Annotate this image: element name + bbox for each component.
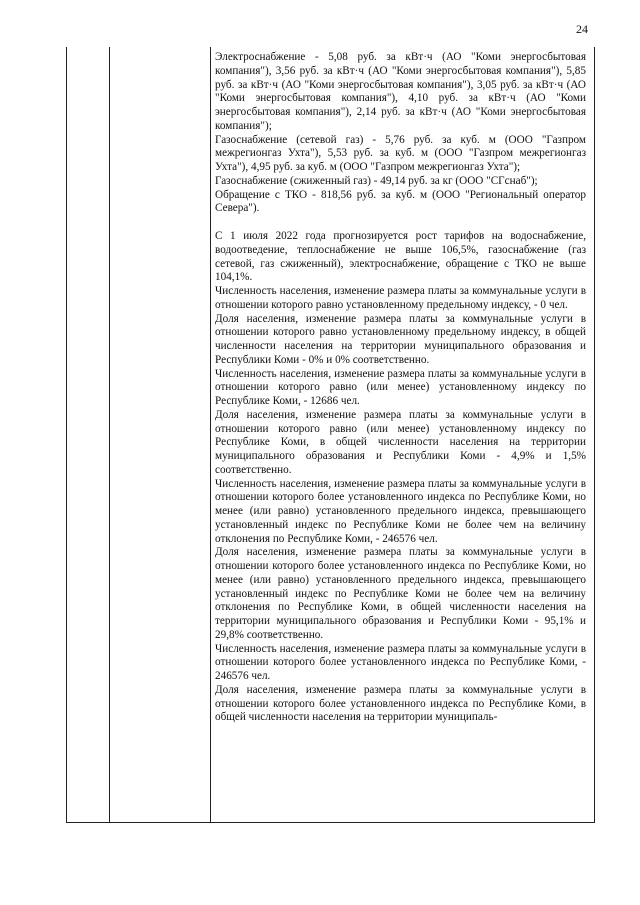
page-number: 24 xyxy=(576,22,588,36)
paragraph: Численность населения, изменение размера платы за коммунальные услуги в отношении которого равно (или менее) установленному индексу по Республике Коми, - 12686 чел. xyxy=(215,367,586,407)
paragraph-gas-network: Газоснабжение (сетевой газ) - 5,76 руб. за куб. м (ООО "Газпром межрегионгаз Ухта"), 5,53 руб. за куб. м (ООО "Газпром межрегионгаз Ухта"), 4,95 руб. за куб. м (ООО "Газпром межрегионгаз Ухта"); xyxy=(215,133,586,173)
paragraph-electricity: Электроснабжение - 5,08 руб. за кВт·ч (АО "Коми энергосбытовая компания"), 3,56 руб. за кВт·ч (АО "Коми энергосбытовая компания"), 5,85 руб. за кВт·ч (АО "Коми энергосбытовая компания"), 3,05 руб. за кВт·ч (АО "Коми энергосбытовая компания"), 4,10 руб. за кВт·ч (АО "Коми энергосбытовая компания"), 2,14 руб. за кВт·ч (АО "Коми энергосбытовая компания"); xyxy=(215,51,586,132)
paragraph-tariff-forecast: С 1 июля 2022 года прогнозируется рост тарифов на водоснабжение, водоотведение, теплоснабжение не выше 106,5%, газоснабжение (газ сетевой, газ сжиженный), электроснабжение, обращение с ТКО не выше 104,1%. xyxy=(215,230,586,284)
document-table xyxy=(66,47,595,823)
paragraph: Численность населения, изменение размера платы за коммунальные услуги в отношении которого более установленного индекса по Республике Коми, - 246576 чел. xyxy=(215,642,586,682)
paragraph-gap xyxy=(215,216,586,230)
paragraph-gas-liquefied: Газоснабжение (сжиженный газ) - 49,14 руб. за кг (ООО "СГснаб"); xyxy=(215,174,538,187)
paragraph: Доля населения, изменение размера платы за коммунальные услуги в отношении которого более установленного индекса по Республике Коми, но менее (или равно) установленного предельного индекса, превышающего установленный индекс по Республике Коми не более чем на величину отклонения по Республике Коми, в общей численности населения на территории муниципального образования и Республики Коми - 95,1% и 29,8% соответственно. xyxy=(215,546,586,641)
column-divider xyxy=(109,47,110,822)
column-divider xyxy=(210,47,211,822)
paragraph: Доля населения, изменение размера платы за коммунальные услуги в отношении которого более установленного индекса по Республике Коми, в общей численности населения на территории муниципаль- xyxy=(215,683,586,724)
paragraph: Численность населения, изменение размера платы за коммунальные услуги в отношении которого более установленного индекса по Республике Коми, но менее (или равно) установленного предельного индекса, превышающего установленный индекс по Республике Коми не более чем на величину отклонения по Республике Коми, - 246576 чел. xyxy=(215,477,586,545)
paragraph-waste: Обращение с ТКО - 818,56 руб. за куб. м (ООО "Региональный оператор Севера"). xyxy=(215,188,586,215)
paragraph: Доля населения, изменение размера платы за коммунальные услуги в отношении которого равно установленному предельному индексу, в общей численности населения на территории муниципального образования и Республики Коми - 0% и 0% соответственно. xyxy=(215,312,586,366)
paragraph: Численность населения, изменение размера платы за коммунальные услуги в отношении которого равно установленному предельному индексу, - 0 чел. xyxy=(215,285,586,311)
paragraph: Доля населения, изменение размера платы за коммунальные услуги в отношении которого равно (или менее) установленному индексу по Республике Коми, в общей численности населения на территории муниципального образования и Республики Коми - 4,9% и 1,5% соответственно. xyxy=(215,408,586,476)
table-text-cell xyxy=(215,51,586,725)
